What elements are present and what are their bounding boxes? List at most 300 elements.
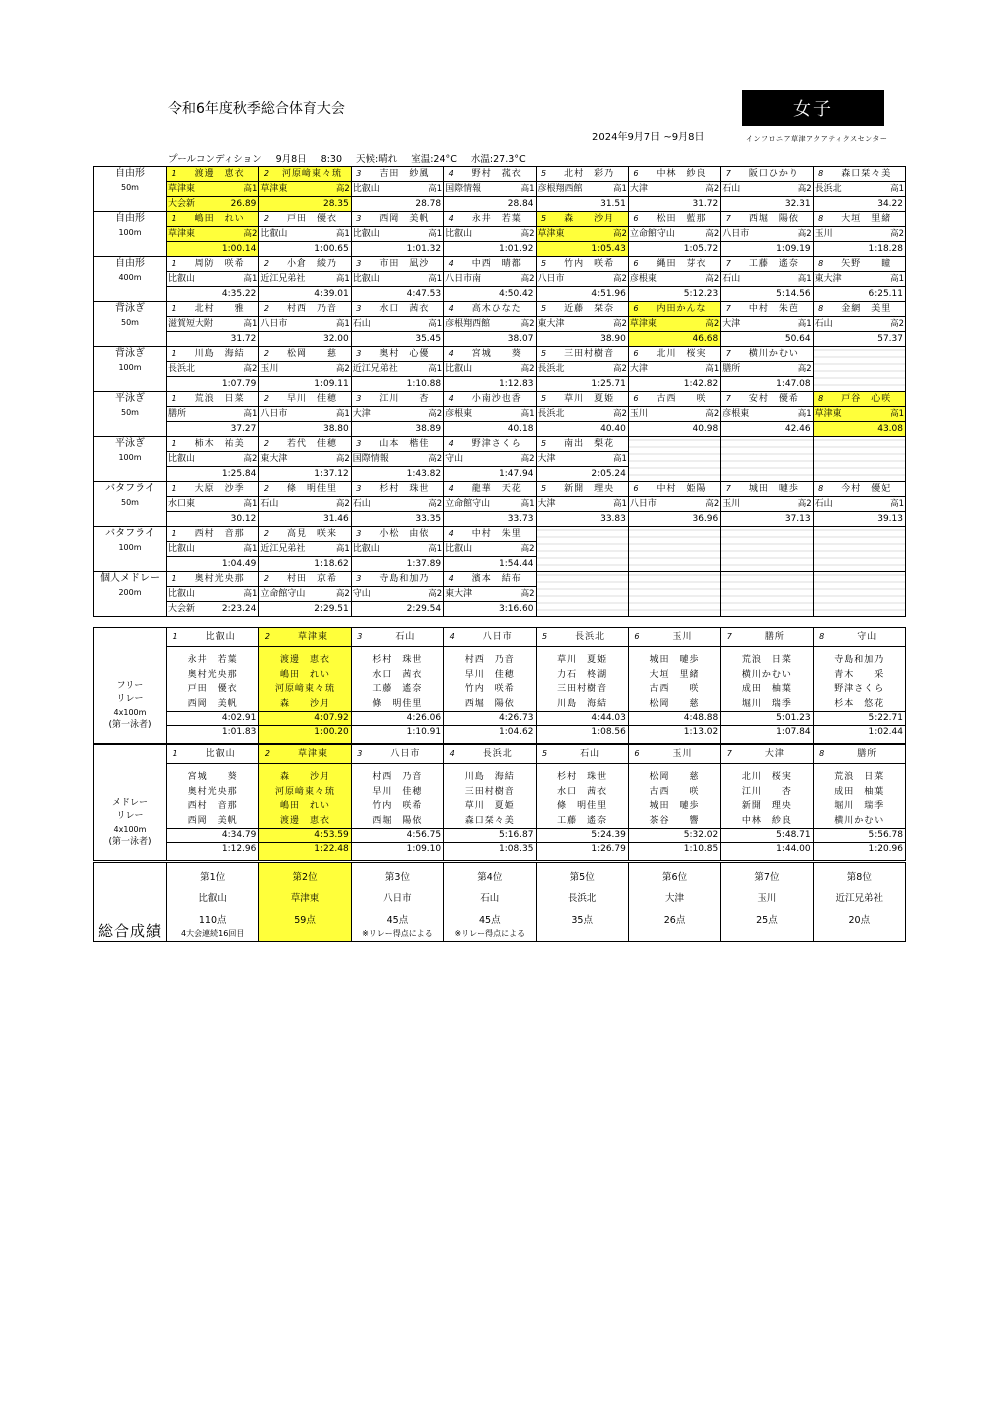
record-note [352, 602, 407, 616]
team-name: 石山 [395, 632, 416, 642]
swimmer-line [814, 302, 905, 316]
swimmer-line [352, 302, 443, 316]
record-note [259, 332, 323, 346]
school-line [167, 226, 258, 241]
time-line [167, 466, 258, 481]
result-cell [721, 572, 813, 617]
result-entry [167, 482, 258, 526]
school-line [444, 451, 535, 466]
swimmer-name: 杉村 珠世 [379, 484, 430, 494]
school-line [537, 406, 628, 421]
swimmer-name: 江川 杏 [379, 394, 430, 404]
relay-time: 5:56.78 [814, 828, 905, 842]
swim-time: 32.31 [784, 199, 811, 209]
relay-time: 5:01.23 [721, 711, 812, 725]
overall-entry [814, 869, 905, 926]
relay-entry [721, 745, 812, 856]
school-line [352, 361, 443, 376]
swimmer-name: 横川かむい [748, 349, 799, 359]
school-line [444, 541, 535, 556]
school-line [352, 271, 443, 286]
swim-time: 26.89 [230, 199, 257, 209]
school-line [721, 271, 812, 286]
member-name: 奥村光央那 [187, 786, 238, 797]
record-note [721, 242, 776, 256]
result-cell [721, 482, 813, 527]
swim-time: 1:47.94 [498, 469, 534, 479]
time-line [352, 376, 443, 391]
overall-entry [259, 869, 350, 926]
school-line [167, 271, 258, 286]
event-name: 自由形 [115, 258, 145, 269]
time-line [814, 421, 905, 436]
time-line [444, 196, 535, 211]
grade: 高1 [428, 274, 443, 284]
swim-time: 4:35.22 [221, 289, 257, 299]
swim-time: 33.35 [415, 514, 442, 524]
swim-time: 28.35 [322, 199, 349, 209]
rank-number: 7 [725, 259, 731, 268]
rank-number: 4 [449, 749, 455, 758]
member-name: 條 明佳里 [372, 698, 423, 709]
record-note [352, 422, 416, 436]
rank-number: 3 [356, 349, 362, 358]
record-note [167, 287, 222, 301]
school-name: 比叡山 [445, 229, 473, 239]
swimmer-line [444, 437, 535, 451]
swimmer-name: 森口栞々美 [841, 169, 892, 179]
overall-place: 第1位 [200, 872, 226, 883]
swimmer-name: 北川 桜実 [656, 349, 707, 359]
member-name: 嶋田 れい [280, 669, 331, 680]
overall-cell [628, 863, 720, 942]
rank-number: 3 [356, 574, 362, 583]
relay-cell [167, 628, 259, 744]
relay-team-line [629, 628, 720, 647]
school-name: 守山 [352, 589, 371, 599]
swimmer-line [537, 302, 628, 316]
result-entry [814, 167, 905, 211]
grade: 高1 [335, 229, 350, 239]
school-name: 八日市南 [445, 274, 482, 284]
swimmer-line [629, 302, 720, 316]
swimmer-line [629, 257, 720, 271]
swim-time: 37.13 [784, 514, 811, 524]
time-line [629, 286, 720, 301]
record-note [259, 377, 314, 391]
result-cell [351, 302, 443, 347]
result-entry [814, 257, 905, 301]
event-row [94, 482, 906, 527]
grade: 高2 [428, 409, 443, 419]
rank-number: 6 [633, 214, 639, 223]
grade: 高2 [612, 229, 627, 239]
event-label [94, 482, 167, 527]
overall-cell [721, 863, 813, 942]
event-row [94, 527, 906, 572]
school-name: 石山 [814, 499, 833, 509]
result-cell [721, 212, 813, 257]
relay-cell [351, 628, 443, 744]
record-note [629, 287, 684, 301]
swimmer-line [444, 572, 535, 586]
time-line [167, 196, 258, 211]
relay-entry [537, 745, 628, 856]
result-entry [537, 212, 628, 256]
school-line [259, 496, 350, 511]
result-entry [352, 212, 443, 256]
school-line [814, 316, 905, 331]
swimmer-name: 小松 由依 [379, 529, 430, 539]
relay-label-first-label: (第一泳者) [108, 719, 152, 730]
rank-number: 1 [172, 749, 178, 758]
member-name: 工藤 遙奈 [557, 815, 608, 826]
overall-cell [167, 863, 259, 942]
record-note [259, 422, 323, 436]
member-name: 松岡 慈 [649, 698, 700, 709]
rank-number: 6 [633, 394, 639, 403]
relay-cell [259, 628, 351, 744]
result-entry [537, 347, 628, 391]
result-entry [537, 257, 628, 301]
swimmer-name: 古西 咲 [656, 394, 707, 404]
time-line [167, 376, 258, 391]
member-name: 渡邊 恵衣 [280, 815, 331, 826]
relay-team-line [352, 745, 443, 764]
grade: 高1 [797, 274, 812, 284]
grade: 高1 [428, 364, 443, 374]
grade: 高2 [705, 319, 720, 329]
grade: 高2 [612, 364, 627, 374]
swim-time: 1:37.89 [406, 559, 442, 569]
result-entry [352, 482, 443, 526]
record-note [167, 512, 231, 526]
swimmer-line [167, 302, 258, 316]
school-line [352, 451, 443, 466]
member-name: 青木 采 [834, 669, 885, 680]
school-line [721, 406, 812, 421]
grade: 高2 [428, 589, 443, 599]
school-name: 八日市 [260, 319, 288, 329]
rank-number: 3 [356, 529, 362, 538]
grade: 高1 [890, 409, 904, 419]
school-line [167, 451, 258, 466]
relay-time: 4:26.06 [352, 711, 443, 725]
relay-team-line [444, 745, 535, 764]
member-name: 杉村 珠世 [372, 655, 423, 665]
relay-label-text [94, 640, 166, 732]
school-line [167, 316, 258, 331]
swimmer-line [444, 302, 535, 316]
rank-number: 1 [171, 169, 177, 178]
school-line [259, 271, 350, 286]
school-line [167, 541, 258, 556]
rank-number: 1 [171, 214, 177, 223]
result-entry [167, 167, 258, 211]
swimmer-name: 新開 理央 [564, 484, 615, 494]
grade: 高1 [797, 319, 812, 329]
result-cell [628, 527, 720, 572]
result-entry [167, 212, 258, 256]
swim-time: 2:29.51 [314, 604, 349, 614]
member-name: 渡邊 恵衣 [280, 655, 331, 665]
swimmer-line [444, 212, 535, 226]
grade: 高2 [243, 454, 258, 464]
overall-team: 八日市 [383, 893, 412, 904]
result-cell [351, 167, 443, 212]
school-line [814, 271, 905, 286]
overall-points: 20点 [848, 915, 871, 926]
swimmer-line [814, 257, 905, 271]
school-line [352, 496, 443, 511]
school-name: 近江兄弟社 [260, 544, 306, 554]
time-line [814, 511, 905, 526]
rank-number: 7 [725, 484, 731, 493]
relay-members [537, 647, 628, 711]
swimmer-name: 西村 音那 [194, 529, 245, 539]
overall-place: 第7位 [754, 872, 780, 883]
member-name: 竹内 咲希 [464, 684, 515, 694]
swim-time: 34.22 [877, 199, 903, 209]
overall-label: 総合成績 [94, 863, 167, 942]
result-cell [721, 167, 813, 212]
result-entry [721, 482, 812, 526]
grade: 高1 [520, 409, 535, 419]
swimmer-name: 宮城 葵 [471, 349, 522, 359]
grade: 高1 [243, 319, 258, 329]
swim-time: 38.89 [415, 424, 442, 434]
swimmer-line [259, 302, 350, 316]
school-line [629, 496, 720, 511]
school-name: 八日市 [629, 499, 657, 509]
team-name: 玉川 [672, 749, 693, 759]
swimmer-name: 中村 朱里 [471, 529, 522, 539]
school-name: 近江兄弟社 [260, 274, 306, 284]
rank-number: 1 [171, 394, 177, 403]
rank-number: 3 [356, 259, 362, 268]
member-name: 宮城 葵 [187, 772, 238, 782]
swimmer-line [629, 167, 720, 181]
swimmer-line [352, 212, 443, 226]
school-name: 長浜北 [537, 364, 565, 374]
result-entry [444, 212, 535, 256]
first-swimmer-time: 1:01.83 [167, 725, 258, 739]
school-name: 比叡山 [352, 184, 380, 194]
swimmer-name: 安村 優希 [748, 394, 799, 404]
result-cell [444, 437, 536, 482]
time-line [167, 331, 258, 346]
result-entry [444, 257, 535, 301]
school-line [814, 181, 905, 196]
result-cell [351, 212, 443, 257]
relay-time: 4:34.79 [167, 828, 258, 842]
member-name: 水口 茜衣 [557, 786, 608, 797]
member-name: 古西 咲 [649, 786, 700, 797]
rank-number: 8 [819, 632, 825, 641]
rank-number: 2 [263, 214, 269, 223]
result-cell [536, 302, 628, 347]
time-line [444, 421, 535, 436]
relay-time: 4:02.91 [167, 711, 258, 725]
school-line [167, 181, 258, 196]
team-name: 八日市 [482, 632, 513, 642]
grade: 高1 [428, 229, 443, 239]
result-entry [352, 527, 443, 571]
record-note [444, 602, 499, 616]
relay-cell [536, 745, 628, 861]
school-line [537, 226, 628, 241]
overall-points: 59点 [294, 915, 316, 926]
result-cell [259, 212, 351, 257]
time-line [259, 421, 350, 436]
swim-time: 2:05.24 [591, 469, 626, 479]
swimmer-name: 村田 京希 [287, 574, 338, 584]
swim-time: 38.90 [600, 334, 626, 344]
school-line [537, 496, 628, 511]
swimmer-line [167, 437, 258, 451]
swimmer-name: 阪口ひかり [748, 169, 799, 179]
relay-label-text [94, 757, 166, 849]
grade: 高2 [520, 544, 535, 554]
school-name: 彦根東 [629, 274, 657, 284]
result-entry [444, 482, 535, 526]
swim-time: 4:39.01 [314, 289, 349, 299]
school-line [444, 361, 535, 376]
event-label [94, 167, 167, 212]
record-note [167, 422, 231, 436]
time-line [721, 286, 812, 301]
swim-time: 57.37 [877, 334, 903, 344]
school-name: 石山 [814, 319, 833, 329]
result-cell [721, 347, 813, 392]
swimmer-line [352, 482, 443, 496]
time-line [352, 421, 443, 436]
result-entry [444, 527, 535, 571]
record-note: 大会新 [168, 604, 196, 614]
swimmer-line [352, 347, 443, 361]
result-entry [629, 302, 720, 346]
pool-condition [168, 151, 540, 165]
result-entry [352, 347, 443, 391]
time-line [537, 511, 628, 526]
grade: 高2 [243, 229, 258, 239]
team-name: 八日市 [390, 749, 421, 759]
swim-time: 33.83 [600, 514, 626, 524]
swim-time: 38.80 [322, 424, 349, 434]
rank-number: 2 [263, 394, 269, 403]
result-entry [167, 527, 258, 571]
swimmer-name: 矢野 瞳 [841, 259, 892, 269]
time-line [352, 556, 443, 571]
swimmer-line [444, 482, 535, 496]
record-note [444, 197, 508, 211]
swimmer-line [444, 257, 535, 271]
relay-members [259, 764, 350, 828]
relay-team-line [444, 628, 535, 647]
relay-entry [629, 745, 720, 856]
rank-number: 4 [448, 304, 454, 313]
result-cell [351, 482, 443, 527]
relay-entry [259, 628, 350, 739]
event-distance: 100m [118, 363, 142, 372]
school-line [537, 451, 628, 466]
rank-number: 4 [448, 574, 454, 583]
relay-entry [167, 628, 258, 739]
result-entry [259, 482, 350, 526]
rank-number: 7 [725, 214, 731, 223]
swim-time: 32.00 [322, 334, 349, 344]
first-swimmer-time: 1:08.56 [537, 725, 628, 739]
school-line [352, 181, 443, 196]
result-entry [629, 257, 720, 301]
rank-number: 4 [448, 214, 454, 223]
school-name: 大津 [629, 364, 648, 374]
grade: 高2 [335, 364, 350, 374]
member-name: 西村 音那 [187, 801, 238, 811]
team-name: 膳所 [764, 632, 785, 642]
school-name: 国際情報 [445, 184, 482, 194]
grade: 高2 [797, 184, 812, 194]
swim-time: 5:14.56 [776, 289, 811, 299]
rank-number: 2 [263, 304, 269, 313]
first-swimmer-time: 1:02.44 [814, 725, 905, 739]
result-cell [259, 572, 351, 617]
swimmer-line [721, 392, 812, 406]
rank-number: 8 [819, 749, 825, 758]
grade: 高1 [428, 319, 443, 329]
record-note [629, 512, 693, 526]
relay-members [167, 647, 258, 711]
relay-time: 4:56.75 [352, 828, 443, 842]
result-entry [629, 212, 720, 256]
swimmer-name: 今村 優妃 [841, 484, 892, 494]
result-entry [721, 212, 812, 256]
swim-time: 1:05.72 [683, 244, 719, 254]
relay-row [94, 628, 906, 744]
time-line [444, 376, 535, 391]
record-note [444, 467, 499, 481]
result-cell [628, 347, 720, 392]
event-label [94, 527, 167, 572]
grade: 高2 [797, 364, 812, 374]
result-cell [351, 257, 443, 302]
swim-time: 43.08 [877, 424, 903, 434]
record-note [167, 242, 222, 256]
time-line [629, 511, 720, 526]
school-name: 長浜北 [537, 409, 565, 419]
overall-place: 第3位 [384, 872, 410, 883]
school-line [629, 361, 720, 376]
result-entry [352, 392, 443, 436]
relay-time: 5:22.71 [814, 711, 905, 725]
overall-cell [351, 863, 443, 942]
record-note [814, 332, 878, 346]
member-name: 城田 嗹歩 [649, 801, 700, 811]
member-name: 成田 柚葉 [741, 684, 792, 694]
swimmer-name: 工藤 遙奈 [748, 259, 799, 269]
school-line [167, 586, 258, 601]
time-line [444, 466, 535, 481]
school-line [352, 541, 443, 556]
school-line [629, 271, 720, 286]
member-name: 横川かむい [741, 669, 792, 680]
member-name: 川島 海結 [464, 772, 515, 782]
result-entry [537, 437, 628, 481]
grade: 高1 [428, 184, 443, 194]
member-name: 荒浪 日菜 [741, 655, 792, 665]
rank-number: 8 [818, 484, 824, 493]
swim-time: 1:01.32 [406, 244, 442, 254]
